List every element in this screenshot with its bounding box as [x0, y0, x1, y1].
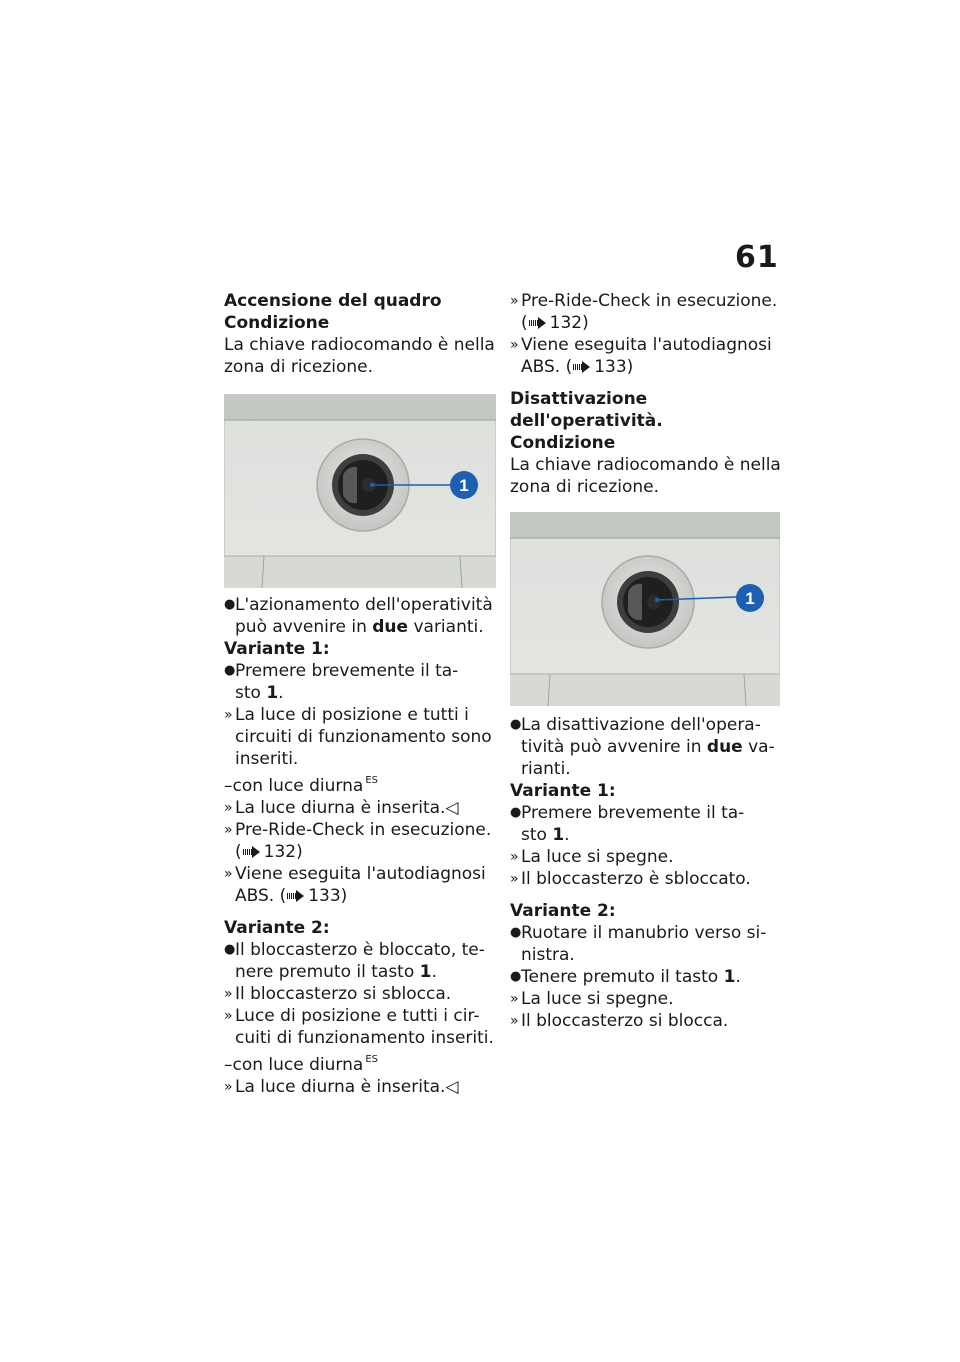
result-item: » La luce di posizione e tutti i	[224, 705, 469, 725]
result-item: » Pre-Ride-Check in esecuzione.	[510, 291, 778, 311]
result-arrow-icon: »	[224, 707, 233, 723]
list-item: ● Premere brevemente il ta-	[510, 803, 745, 823]
result-arrow-icon: »	[510, 849, 519, 865]
variant-heading: Variante 1:	[224, 639, 330, 659]
right-column	[510, 290, 782, 1032]
result-item: » Viene eseguita l'autodiagnosi	[510, 335, 772, 355]
result-arrow-icon: »	[224, 822, 233, 838]
callout-label: 1	[745, 589, 755, 608]
page-reference[interactable]: ABS. ( 133)	[521, 357, 634, 377]
result-item: » La luce diurna è inserita.◁	[224, 798, 459, 818]
bullet-icon: ●	[224, 597, 236, 612]
result-item: » La luce diurna è inserita.◁	[224, 1077, 459, 1097]
list-item-continuation: tività può avvenire in due va-	[521, 737, 775, 757]
list-item-continuation: può avvenire in due varianti.	[235, 617, 484, 637]
list-item-continuation: rianti.	[521, 759, 571, 779]
es-mark: ES	[365, 1054, 378, 1065]
list-item-continuation: sto 1.	[521, 825, 570, 845]
bullet-icon: ●	[510, 925, 522, 940]
list-item-continuation: nistra.	[521, 945, 575, 965]
variant-heading: Variante 2:	[510, 901, 616, 921]
page-reference[interactable]: ABS. ( 133)	[235, 886, 348, 906]
list-item: ● L'azionamento dell'operatività	[224, 595, 493, 615]
result-arrow-icon: »	[224, 986, 233, 1002]
result-item: » Il bloccasterzo si blocca.	[510, 1011, 729, 1031]
bullet-icon: ●	[510, 717, 522, 732]
reference-arrow-icon	[243, 846, 261, 858]
reference-arrow-icon	[529, 317, 547, 329]
result-arrow-icon: »	[510, 337, 519, 353]
bullet-icon: ●	[224, 663, 236, 678]
es-mark: ES	[365, 775, 378, 786]
result-continuation: circuiti di funzionamento sono	[235, 727, 492, 747]
button-figure	[510, 512, 780, 706]
list-item: ● Ruotare il manubrio verso si-	[510, 923, 767, 943]
result-arrow-icon: »	[510, 991, 519, 1007]
button-figure	[224, 394, 496, 588]
condition-heading: Condizione	[224, 313, 330, 333]
page-number: 61	[735, 240, 779, 275]
result-continuation: inseriti.	[235, 749, 299, 769]
result-arrow-icon: »	[224, 1079, 233, 1095]
variant-heading: Variante 2:	[224, 918, 330, 938]
variant-heading: Variante 1:	[510, 781, 616, 801]
page-reference[interactable]: ( 132)	[235, 842, 303, 862]
result-arrow-icon: »	[224, 800, 233, 816]
reference-arrow-icon	[287, 890, 305, 902]
result-item: » La luce si spegne.	[510, 847, 674, 867]
result-item: » Pre-Ride-Check in esecuzione.	[224, 820, 492, 840]
list-item-continuation: sto 1.	[235, 683, 284, 703]
list-item: ● Tenere premuto il tasto 1.	[510, 967, 741, 987]
condition-dash: –con luce diurna $^{ES}$	[224, 775, 378, 796]
condition-text: La chiave radiocomando è nella zona di ricezione.	[510, 455, 781, 497]
result-item: » Il bloccasterzo si sblocca.	[224, 984, 452, 1004]
bullet-icon: ●	[510, 969, 522, 984]
result-item: » Viene eseguita l'autodiagnosi	[224, 864, 486, 884]
bullet-icon: ●	[224, 942, 236, 957]
list-item: ● Il bloccasterzo è bloccato, te-	[224, 940, 485, 960]
result-item: » Luce di posizione e tutti i cir-	[224, 1006, 480, 1026]
left-column	[224, 290, 496, 1098]
condition-heading: Condizione	[510, 433, 616, 453]
page-reference[interactable]: ( 132)	[521, 313, 589, 333]
reference-arrow-icon	[573, 361, 591, 373]
callout-label: 1	[459, 476, 469, 495]
result-arrow-icon: »	[510, 871, 519, 887]
result-item: » Il bloccasterzo è sbloccato.	[510, 869, 751, 889]
result-arrow-icon: »	[510, 1013, 519, 1029]
result-continuation: cuiti di funzionamento inseriti.	[235, 1028, 494, 1048]
list-item: ● Premere brevemente il ta-	[224, 661, 459, 681]
section-heading: Disattivazione dell'operatività.	[510, 389, 663, 431]
result-arrow-icon: »	[224, 1008, 233, 1024]
section-heading: Accensione del quadro	[224, 291, 442, 311]
list-item-continuation: nere premuto il tasto 1.	[235, 962, 437, 982]
result-item: » La luce si spegne.	[510, 989, 674, 1009]
result-arrow-icon: »	[224, 866, 233, 882]
condition-text: La chiave radiocomando è nella zona di ricezione.	[224, 335, 495, 377]
result-arrow-icon: »	[510, 293, 519, 309]
condition-dash: –con luce diurna $^{ES}$	[224, 1054, 378, 1075]
bullet-icon: ●	[510, 805, 522, 820]
list-item: ● La disattivazione dell'opera-	[510, 715, 761, 735]
